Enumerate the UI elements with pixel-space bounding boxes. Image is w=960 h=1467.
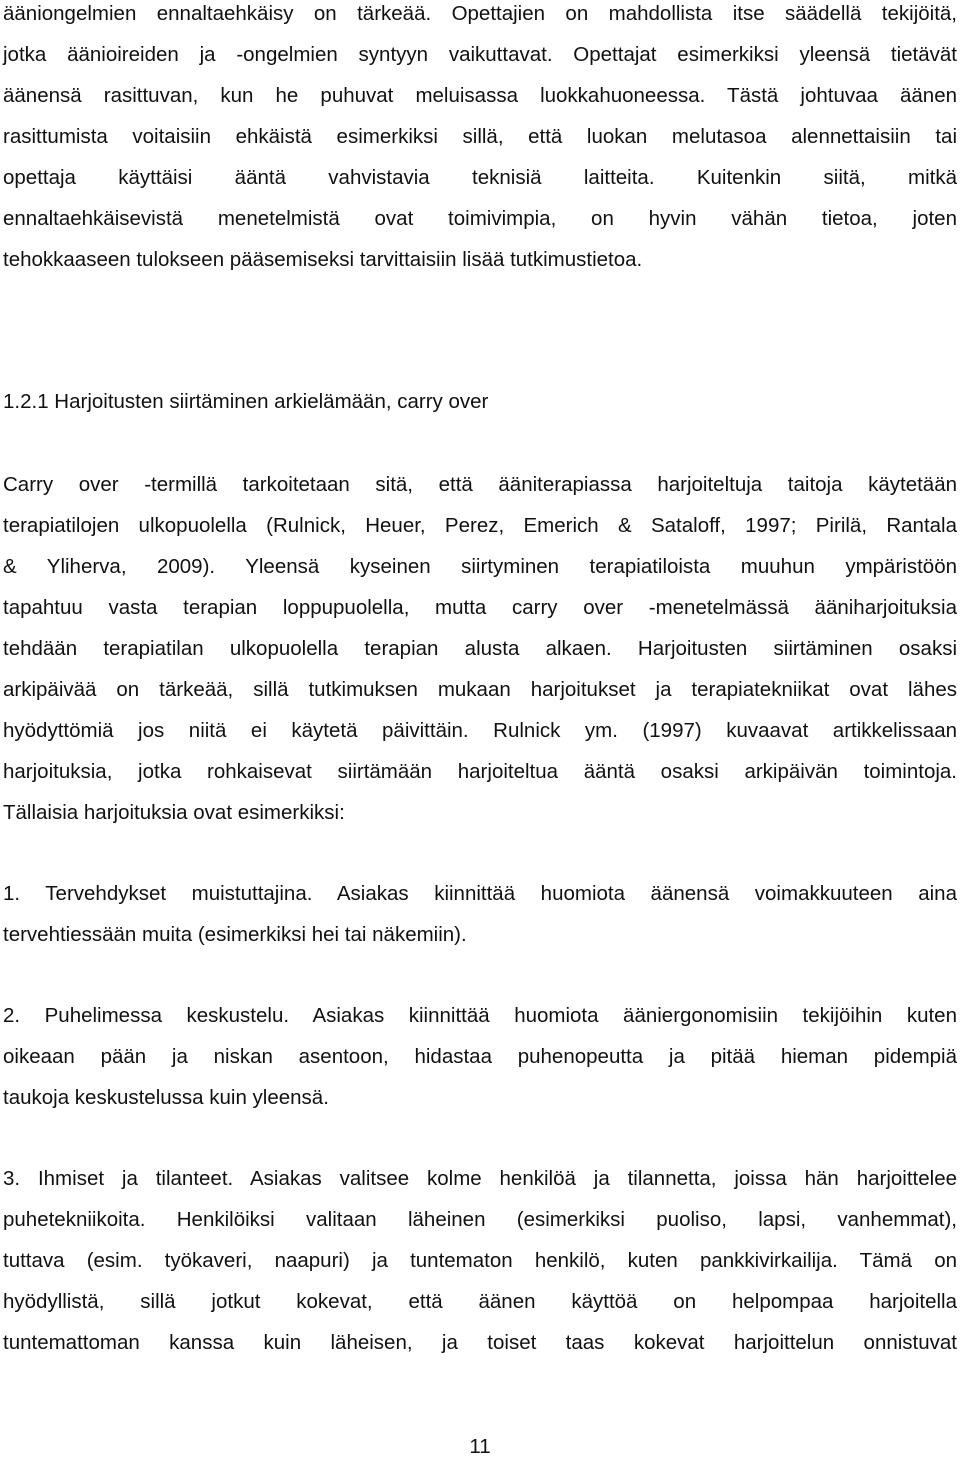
text-line: harjoituksia, jotka rohkaisevat siirtämään harjoiteltua ääntä osaksi arkipäivän toimintoja.: [3, 760, 957, 783]
list-item-1: [3, 873, 957, 955]
text-line: tuntemattoman kanssa kuin läheisen, ja toiset taas kokevat harjoittelun onnistuvat: [3, 1331, 957, 1354]
page-number: 11: [469, 1435, 491, 1458]
text-line: Tällaisia harjoituksia ovat esimerkiksi:: [3, 801, 345, 824]
text-line: ääniongelmien ennaltaehkäisy on tärkeää. Opettajien on mahdollista itse säädellä tekijöitä,: [3, 2, 957, 25]
text-line: terapiatilojen ulkopuolella (Rulnick, Heuer, Perez, Emerich & Sataloff, 1997; Pirilä, Rantala: [3, 514, 957, 537]
text-line: arkipäivää on tärkeää, sillä tutkimuksen mukaan harjoitukset ja terapiatekniikat ovat lähes: [3, 678, 957, 701]
text-line: taukoja keskustelussa kuin yleensä.: [3, 1086, 329, 1109]
section-heading: 1.2.1 Harjoitusten siirtäminen arkielämään, carry over: [3, 390, 489, 413]
text-line: äänensä rasittuvan, kun he puhuvat meluisassa luokkahuoneessa. Tästä johtuvaa äänen: [3, 84, 957, 107]
list-item-3: [3, 1158, 957, 1363]
text-line: & Yliherva, 2009). Yleensä kyseinen siirtyminen terapiatiloista muuhun ympäristöön: [3, 555, 957, 578]
text-line: 3. Ihmiset ja tilanteet. Asiakas valitsee kolme henkilöä ja tilannetta, joissa hän harjoittelee: [3, 1167, 957, 1190]
text-line: oikeaan pään ja niskan asentoon, hidastaa puhenopeutta ja pitää hieman pidempiä: [3, 1045, 957, 1068]
text-line: tapahtuu vasta terapian loppupuolella, mutta carry over -menetelmässä ääniharjoituksia: [3, 596, 957, 619]
paragraph-carry-over: [3, 464, 957, 833]
text-line: tehdään terapiatilan ulkopuolella terapian alusta alkaen. Harjoitusten siirtäminen osaksi: [3, 637, 957, 660]
text-line: Carry over -termillä tarkoitetaan sitä, että ääniterapiassa harjoiteltuja taitoja käytetään: [3, 473, 957, 496]
text-line: jotka äänioireiden ja -ongelmien syntyyn vaikuttavat. Opettajat esimerkiksi yleensä tietävät: [3, 43, 957, 66]
text-line: ennaltaehkäisevistä menetelmistä ovat toimivimpia, on hyvin vähän tietoa, joten: [3, 207, 957, 230]
text-line: tervehtiessään muita (esimerkiksi hei tai näkemiin).: [3, 923, 467, 946]
text-line: hyödyttömiä jos niitä ei käytetä päivittäin. Rulnick ym. (1997) kuvaavat artikkelissaan: [3, 719, 957, 742]
text-line: hyödyllistä, sillä jotkut kokevat, että äänen käyttöä on helpompaa harjoitella: [3, 1290, 957, 1313]
paragraph-ennaltaehkaisy: [3, 0, 957, 280]
text-line: puhetekniikoita. Henkilöiksi valitaan läheinen (esimerkiksi puoliso, lapsi, vanhemmat),: [3, 1208, 957, 1231]
text-line: opettaja käyttäisi ääntä vahvistavia teknisiä laitteita. Kuitenkin siitä, mitkä: [3, 166, 957, 189]
text-line: 1. Tervehdykset muistuttajina. Asiakas kiinnittää huomiota äänensä voimakkuuteen aina: [3, 882, 957, 905]
text-line: tehokkaaseen tulokseen pääsemiseksi tarvittaisiin lisää tutkimustietoa.: [3, 248, 643, 271]
text-line: rasittumista voitaisiin ehkäistä esimerkiksi sillä, että luokan melutasoa alennettaisiin tai: [3, 125, 957, 148]
text-line: 2. Puhelimessa keskustelu. Asiakas kiinnittää huomiota ääniergonomisiin tekijöihin kuten: [3, 1004, 957, 1027]
text-line: tuttava (esim. työkaveri, naapuri) ja tuntematon henkilö, kuten pankkivirkailija. Tämä on: [3, 1249, 957, 1272]
list-item-2: [3, 995, 957, 1118]
